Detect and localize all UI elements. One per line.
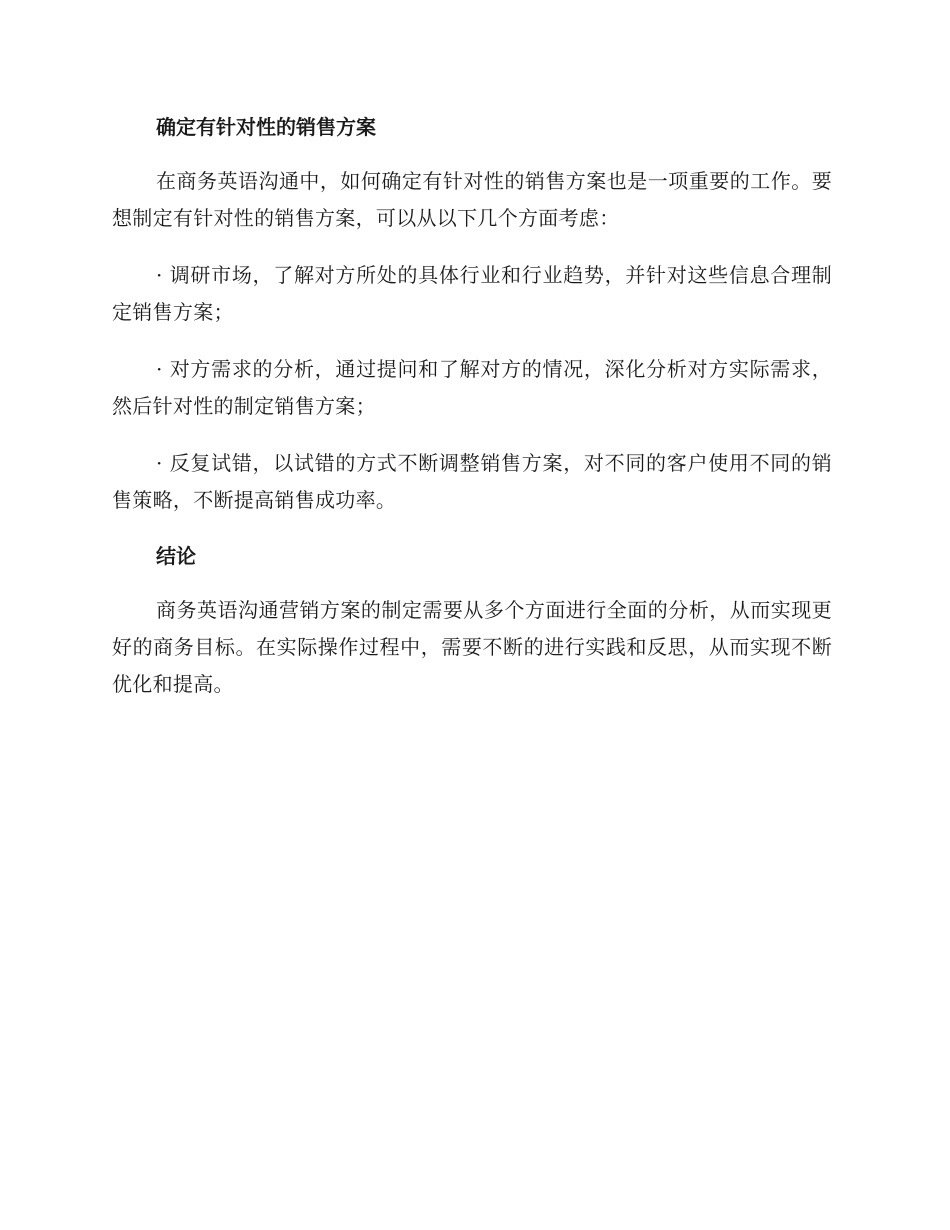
section-heading-sales-plan: 确定有针对性的销售方案	[156, 115, 376, 139]
document-page	[112, 110, 832, 723]
section-heading-conclusion: 结论	[156, 544, 196, 568]
bullet-item-market-research: · 调研市场，了解对方所处的具体行业和行业趋势，并针对这些信息合理制定销售方案；	[112, 263, 832, 324]
bullet-item-trial-and-error: · 反复试错，以试错的方式不断调整销售方案，对不同的客户使用不同的销售策略，不断提高销售成功率。	[112, 451, 832, 512]
bullet-item-needs-analysis: · 对方需求的分析，通过提问和了解对方的情况，深化分析对方实际需求，然后针对性的制定销售方案；	[112, 357, 832, 418]
conclusion-paragraph: 商务英语沟通营销方案的制定需要从多个方面进行全面的分析，从而实现更好的商务目标。在实际操作过程中，需要不断的进行实践和反思，从而实现不断优化和提高。	[112, 598, 832, 696]
section-intro-paragraph: 在商务英语沟通中，如何确定有针对性的销售方案也是一项重要的工作。要想制定有针对性的销售方案，可以从以下几个方面考虑：	[112, 169, 832, 230]
